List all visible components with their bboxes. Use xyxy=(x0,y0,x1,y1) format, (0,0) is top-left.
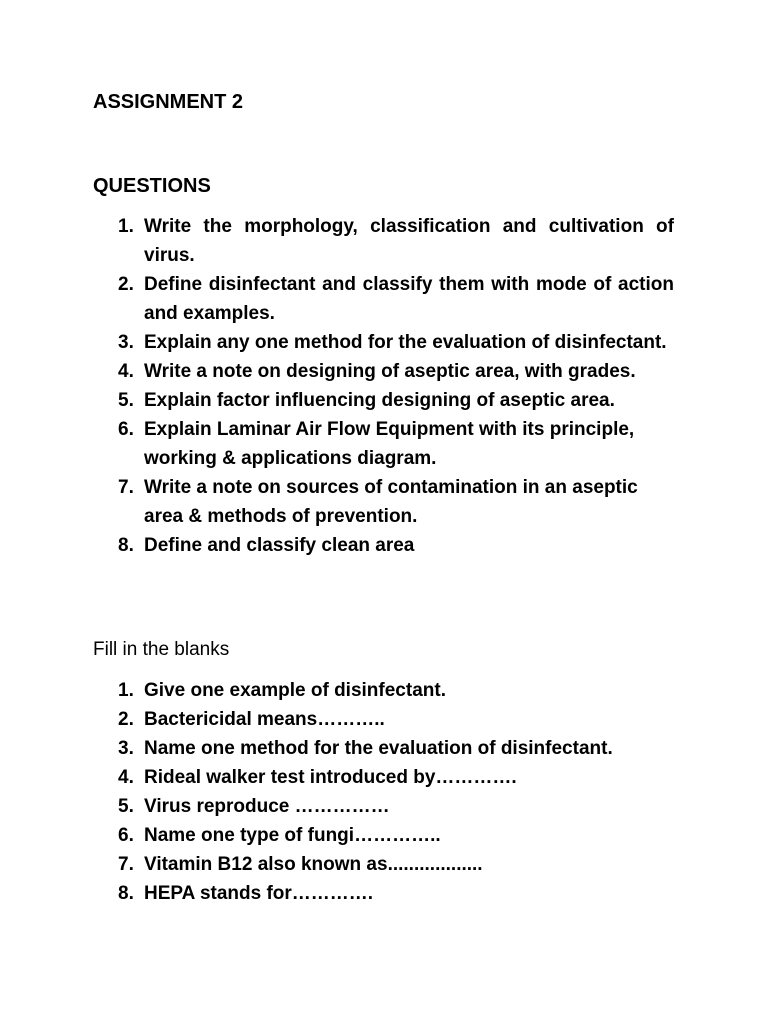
question-text: Define disinfectant and classify them with mode of action and examples. xyxy=(144,274,674,324)
blank-number: 5. xyxy=(118,796,134,817)
blank-item xyxy=(0,879,768,908)
blank-item xyxy=(0,734,768,763)
questions-list xyxy=(0,212,768,560)
questions-heading: QUESTIONS xyxy=(93,175,211,197)
question-item xyxy=(0,212,768,270)
question-number: 6. xyxy=(118,419,134,440)
question-number: 1. xyxy=(118,216,134,237)
fill-in-blanks-heading: Fill in the blanks xyxy=(93,639,230,660)
blank-item xyxy=(0,792,768,821)
assignment-title: ASSIGNMENT 2 xyxy=(93,91,244,113)
question-number: 4. xyxy=(118,361,134,382)
blank-item xyxy=(0,763,768,792)
blank-text: Give one example of disinfectant. xyxy=(144,680,446,701)
blank-text: HEPA stands for…………. xyxy=(144,883,374,904)
question-text: Write the morphology, classification and cultivation of virus. xyxy=(144,216,674,266)
blank-text: Virus reproduce …………… xyxy=(144,796,390,817)
blank-number: 2. xyxy=(118,709,134,730)
question-number: 2. xyxy=(118,274,134,295)
question-number: 7. xyxy=(118,477,134,498)
blank-number: 8. xyxy=(118,883,134,904)
question-item xyxy=(0,386,768,415)
blank-text: Vitamin B12 also known as.................. xyxy=(144,854,483,875)
question-number: 3. xyxy=(118,332,134,353)
blank-item xyxy=(0,705,768,734)
blank-item xyxy=(0,676,768,705)
question-number: 5. xyxy=(118,390,134,411)
question-item xyxy=(0,415,768,473)
question-item xyxy=(0,328,768,357)
blank-item xyxy=(0,821,768,850)
blanks-list xyxy=(0,676,768,908)
blank-text: Name one method for the evaluation of disinfectant. xyxy=(144,738,613,759)
question-number: 8. xyxy=(118,535,134,556)
blank-number: 7. xyxy=(118,854,134,875)
question-text: Write a note on sources of contamination in an aseptic area & methods of prevention. xyxy=(144,477,638,527)
blank-text: Bactericidal means……….. xyxy=(144,709,385,730)
blank-text: Rideal walker test introduced by…………. xyxy=(144,767,517,788)
question-text: Write a note on designing of aseptic area, with grades. xyxy=(144,361,636,382)
question-text: Explain any one method for the evaluation of disinfectant. xyxy=(144,332,667,353)
blank-number: 3. xyxy=(118,738,134,759)
blank-number: 4. xyxy=(118,767,134,788)
blank-number: 6. xyxy=(118,825,134,846)
blank-item xyxy=(0,850,768,879)
question-item xyxy=(0,473,768,531)
question-item xyxy=(0,357,768,386)
question-text: Explain Laminar Air Flow Equipment with its principle, working & applications diagram. xyxy=(144,419,635,469)
blank-number: 1. xyxy=(118,680,134,701)
blank-text: Name one type of fungi………….. xyxy=(144,825,441,846)
question-text: Explain factor influencing designing of aseptic area. xyxy=(144,390,615,411)
question-text: Define and classify clean area xyxy=(144,535,415,556)
question-item xyxy=(0,270,768,328)
question-item xyxy=(0,531,768,560)
